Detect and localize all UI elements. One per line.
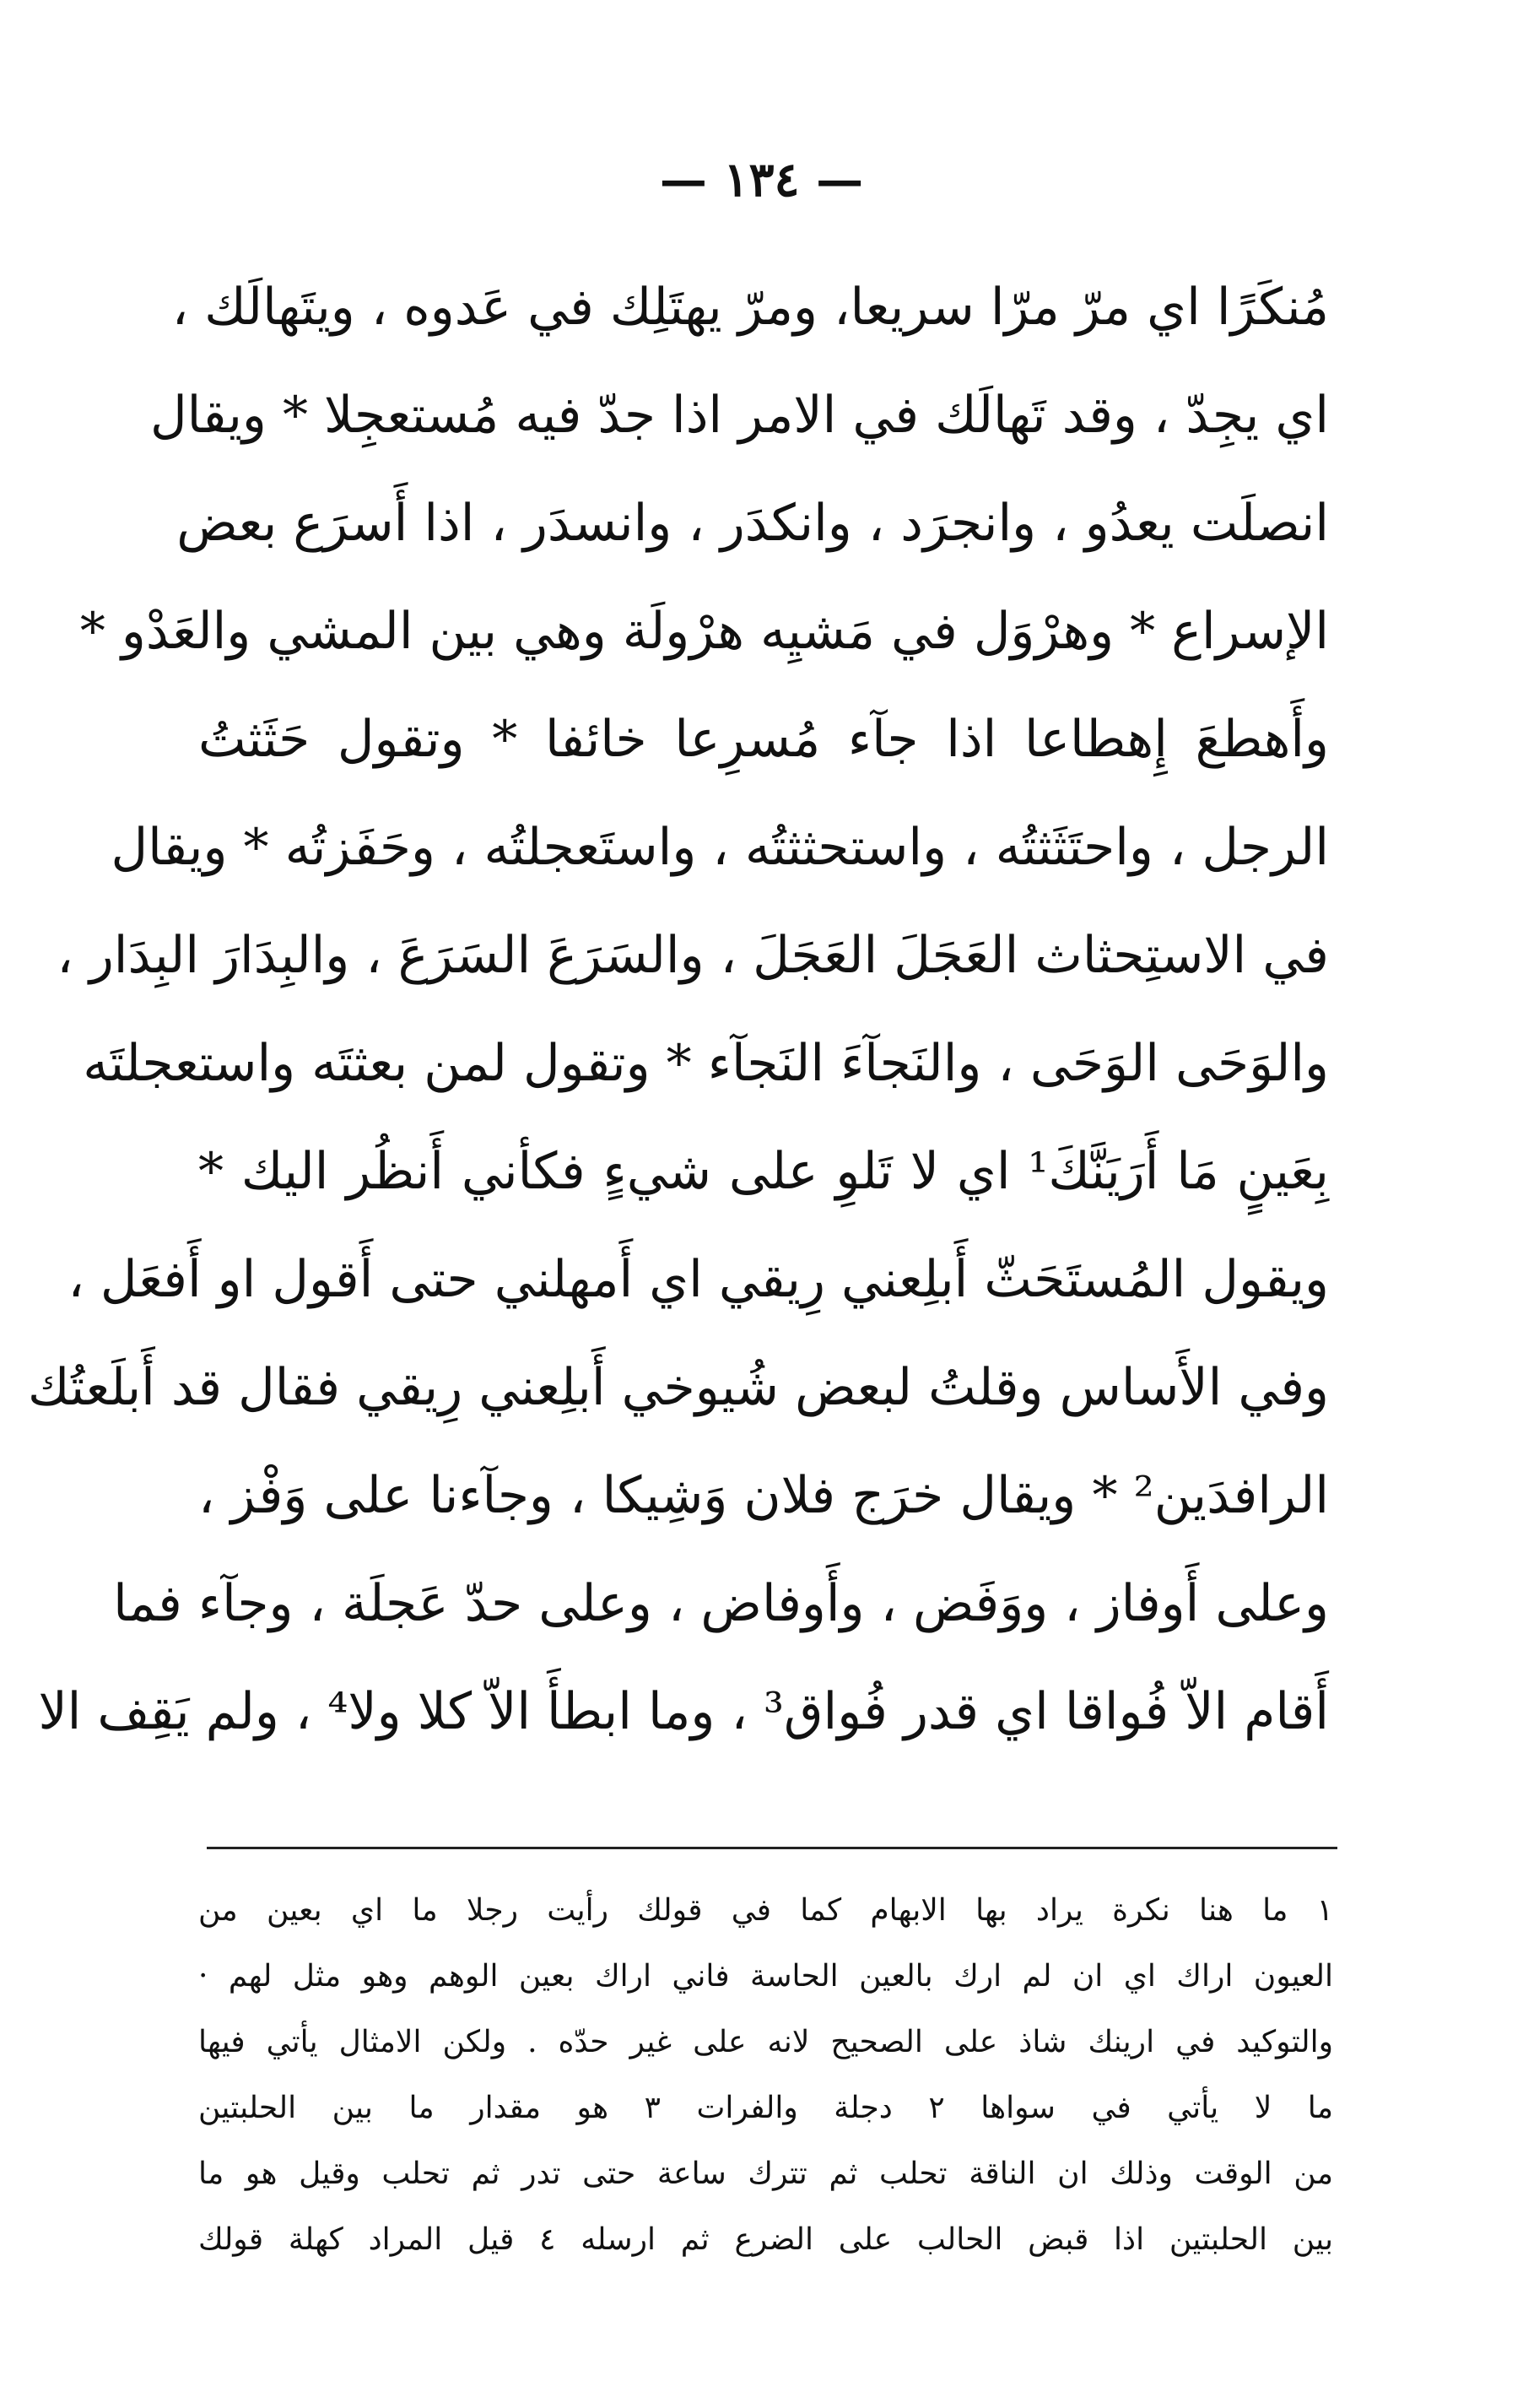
text-line: وعلى أَوفاز ، ووَفَض ، وأَوفاض ، وعلى حدّ عَجلَة ، وجآء فما <box>113 1574 1329 1633</box>
main-text <box>27 253 1329 1766</box>
footnote-line: العيون اراك اي ان لم ارك بالعين الحاسة فاني اراك بعين الوهم وهو مثل لهم · <box>198 1959 1333 1994</box>
text-line: ويقول المُستَحَثّ أَبلِعني رِيقي اي أَمهلني حتى أَقول او أَفعَل ، <box>68 1250 1329 1309</box>
text-line: أَقام الاّ فُواقا اي قدر فُواق³ ، وما ابطأَ الاّ كلا ولا⁴ ، ولم يَقِف الا <box>38 1682 1329 1741</box>
footnote-divider <box>207 1847 1337 1849</box>
footnote-line: والتوكيد في ارينك شاذ على الصحيح لانه على غير حدّه . ولكن الامثال يأتي فيها <box>198 2025 1333 2059</box>
page-number: — ١٣٤ — <box>659 152 864 208</box>
footnote-line: بين الحلبتين اذا قبض الحالب على الضرع ثم ارسله ٤ قيل المراد كهلة قولك <box>198 2222 1333 2257</box>
text-line: في الاستِحثاث العَجَلَ العَجَلَ ، والسَرَعَ السَرَعَ ، والبِدَارَ البِدَار ، <box>57 926 1329 985</box>
text-line: انصلَت يعدُو ، وانجرَد ، وانكدَر ، وانسدَر ، اذا أَسرَع بعض <box>176 494 1329 553</box>
text-line: الرافدَين² * ويقال خرَج فلان وَشِيكا ، وجآءنا على وَفْز ، <box>198 1466 1329 1525</box>
text-line: الإسراع * وهرْوَل في مَشيِه هرْولَة وهي بين المشي والعَدْو * <box>79 602 1329 661</box>
text-line: الرجل ، واحتَثَثتُه ، واستحثثتُه ، واستَعجلتُه ، وحَفَزتُه * ويقال <box>111 818 1329 877</box>
text-line: مُنكَرًا اي مرّ مرّا سريعا، ومرّ يهتَلِك في عَدوه ، ويتَهالَك ، <box>171 278 1329 337</box>
text-line: بِعَينٍ مَا أَرَيَنَّكَ¹ اي لا تَلوِ على شيءٍ فكأني أَنظُر اليك * <box>198 1142 1329 1201</box>
text-line: والوَحَى الوَحَى ، والنَجآءَ النَجآء * وتقول لمن بعثتَه واستعجلتَه <box>83 1034 1329 1093</box>
footnote-line: من الوقت وذلك ان الناقة تحلب ثم تترك ساعة حتى تدر ثم تحلب وقيل هو ما <box>198 2156 1333 2191</box>
footnote-line: ما لا يأتي في سواها ٢ دجلة والفرات ٣ هو مقدار ما بين الحلبتين <box>198 2091 1333 2125</box>
text-line: وفي الأَساس وقلتُ لبعض شُيوخي أَبلِعني رِيقي فقال قد أَبلَعتُك <box>27 1358 1329 1417</box>
footnote-line: ١ ما هنا نكرة يراد بها الابهام كما في قولك رأيت رجلا ما اي بعين من <box>198 1893 1333 1928</box>
footnotes <box>198 1878 1333 2273</box>
text-line: اي يجِدّ ، وقد تَهالَك في الامر اذا جدّ فيه مُستعجِلا * ويقال <box>150 386 1329 445</box>
text-line: وأَهطعَ إِهطاعا اذا جآء مُسرِعا خائفا * وتقول حَثَثتُ <box>198 710 1329 769</box>
